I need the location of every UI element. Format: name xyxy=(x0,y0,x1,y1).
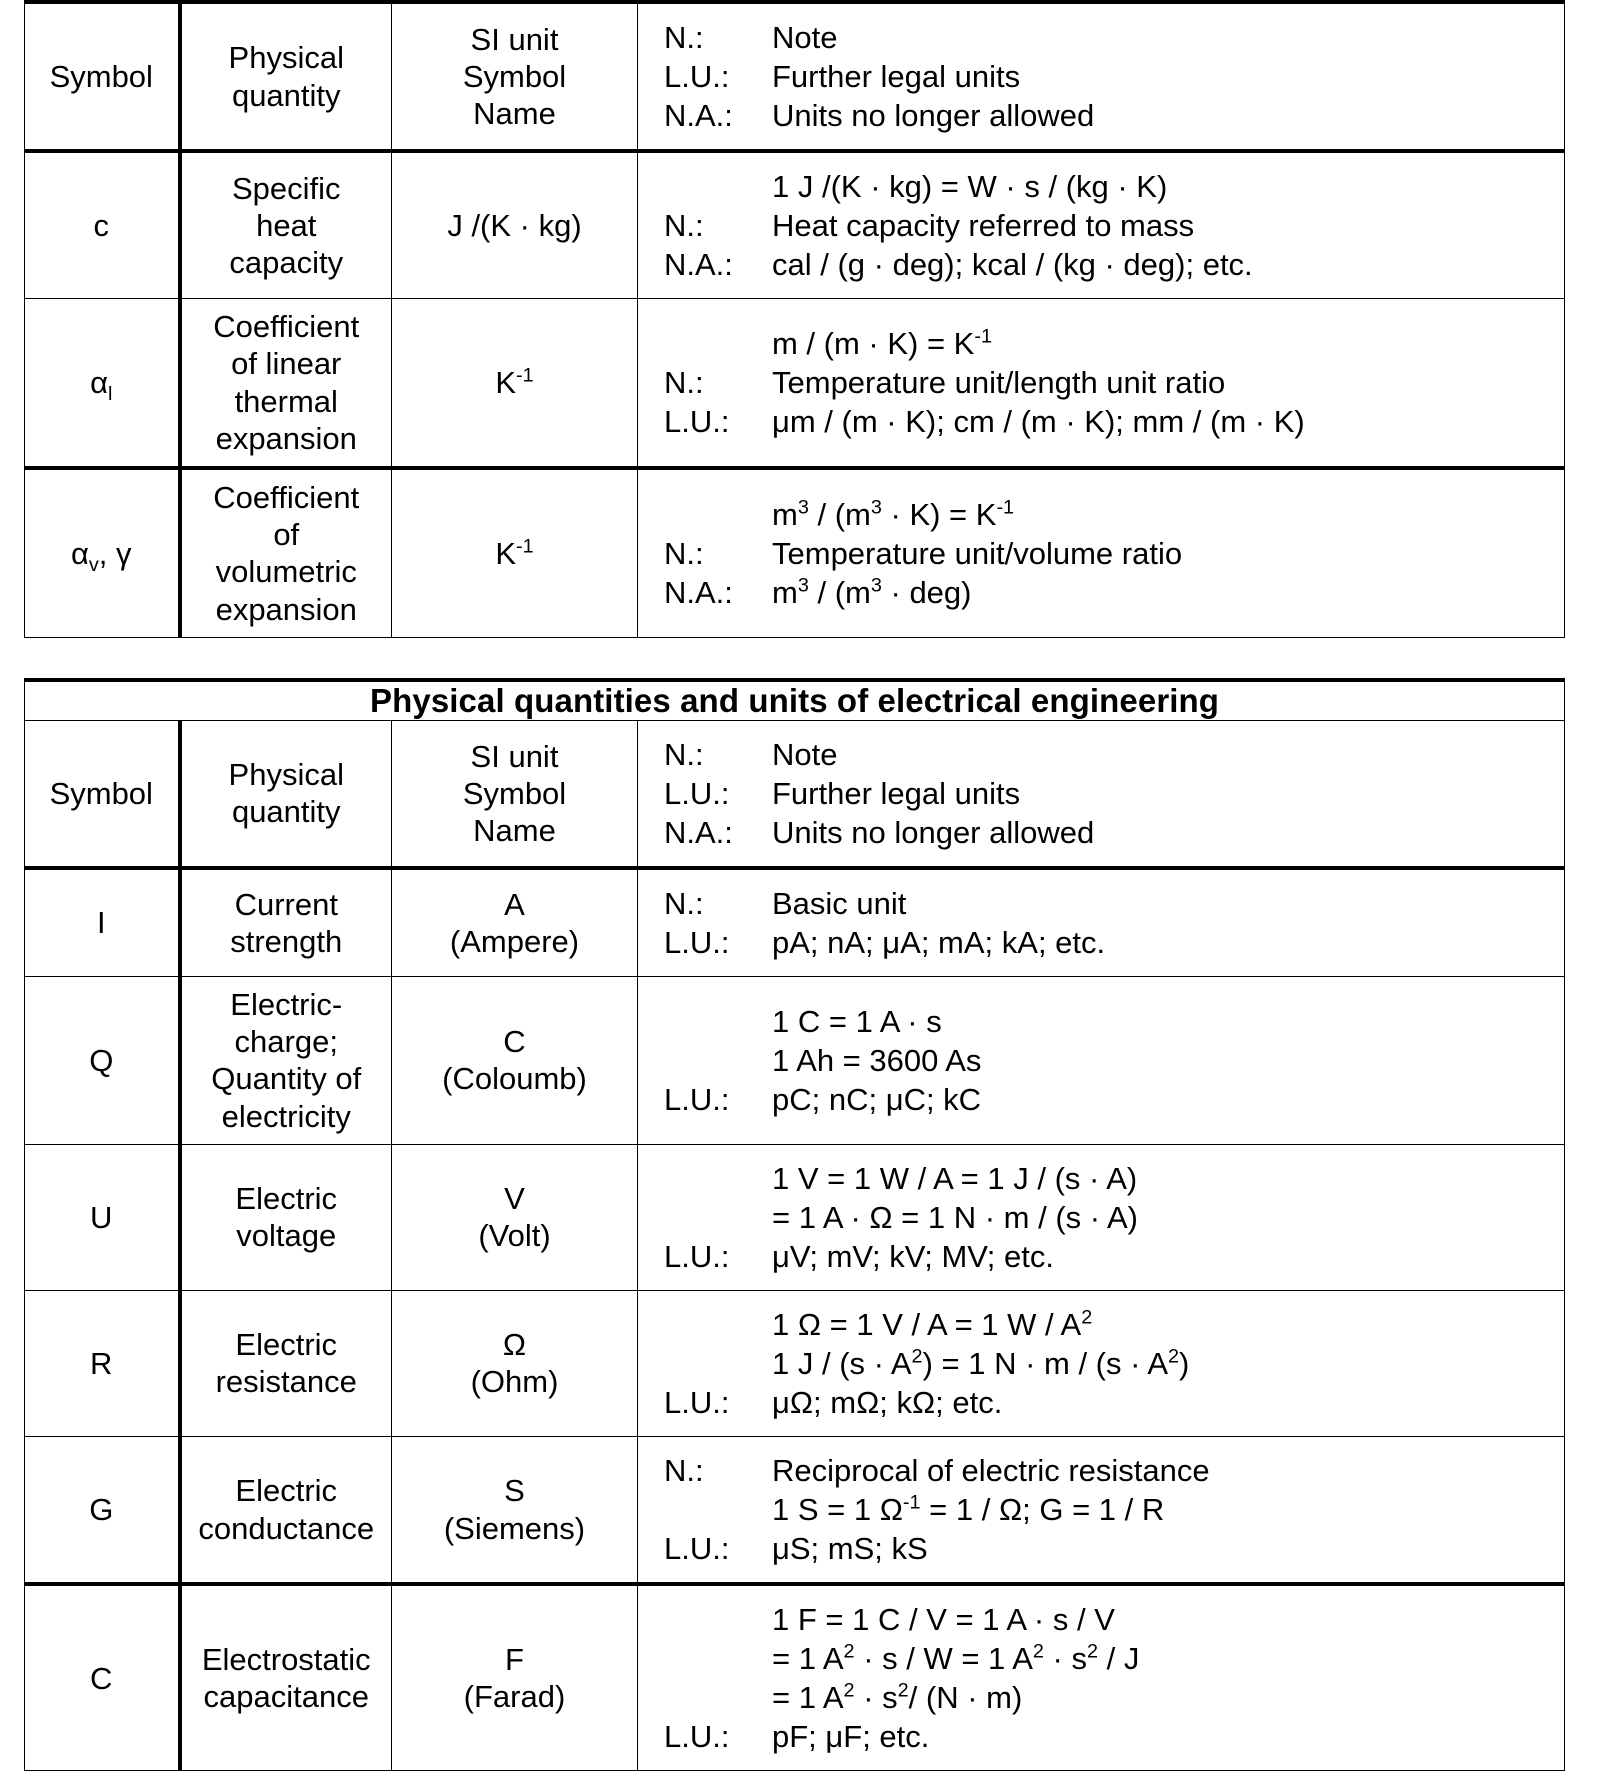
notes-block xyxy=(638,1145,1564,1290)
note-text: $m^3 / (m^3 \cdot K) = K^{-1}$ xyxy=(772,496,1015,532)
symbol-value: $\alpha_v$, γ xyxy=(70,535,132,576)
note-text: $m / (m \cdot K) = K^{-1}$ xyxy=(772,325,993,362)
legend-note-label-2: N.: xyxy=(664,736,704,772)
table-row xyxy=(25,1290,1565,1436)
note-label: N.: xyxy=(664,1453,704,1489)
electrical-quantities-table xyxy=(24,678,1565,1771)
quantity-value: Coefficient of linear thermal expansion xyxy=(213,309,360,456)
note-line xyxy=(664,1490,1554,1529)
note-line xyxy=(664,1639,1554,1678)
note-line xyxy=(664,1451,1554,1490)
note-text: 1 $J / (s \cdot A^2) = 1$ $N \cdot m / (s \cdot A^2)$ xyxy=(772,1345,1190,1381)
cell-si-unit xyxy=(392,1437,638,1585)
cell-si-unit xyxy=(392,1144,638,1290)
legend-note-text: Note xyxy=(772,20,838,55)
cell-si-unit xyxy=(392,977,638,1145)
notes-block xyxy=(638,1586,1564,1770)
legend-note-text-2: Note xyxy=(772,736,838,772)
legend-na-label-2: N.A.: xyxy=(664,814,733,850)
si-unit-value: C (Coloumb) xyxy=(442,1024,587,1097)
note-line xyxy=(664,1159,1554,1198)
si-unit-value: $K^{-1}$ xyxy=(495,535,534,571)
symbol-value: C xyxy=(90,1660,113,1696)
note-text: 1 J /(K · kg) = W · s / (kg · K) xyxy=(772,169,1168,205)
cell-si-unit xyxy=(392,868,638,977)
cell-si-unit xyxy=(392,299,638,468)
legend-na-text-2: Units no longer allowed xyxy=(772,814,1095,850)
table-row xyxy=(25,977,1565,1145)
note-text: = 1 $A^2 \cdot s / W = 1$ $A^2 \cdot s^2 / J$ xyxy=(772,1640,1140,1677)
note-text: 1 S = 1 $\Omega^{-1} = 1 / \Omega$; G = 1 / R xyxy=(772,1491,1165,1528)
header-cell-quantity-2 xyxy=(180,720,392,868)
quantity-value: Electrostatic capacitance xyxy=(201,1642,371,1715)
cell-quantity xyxy=(180,1437,392,1585)
header-siunit-label-2: SI unit Symbol Name xyxy=(462,738,567,848)
note-text: 1 V = 1 W / A = 1 J / (s · A) xyxy=(772,1160,1138,1196)
note-label: N.A.: xyxy=(664,574,733,610)
note-line xyxy=(664,923,1554,962)
cell-quantity xyxy=(180,299,392,468)
table-gap xyxy=(24,638,1584,678)
note-line xyxy=(664,1383,1554,1422)
si-unit-value: Ω (Ohm) xyxy=(470,1327,559,1400)
si-unit-value: A (Ampere) xyxy=(449,886,580,959)
cell-quantity xyxy=(180,1144,392,1290)
note-label: L.U.: xyxy=(664,404,730,440)
note-line xyxy=(664,573,1554,612)
header-quantity-label-2: Physical quantity xyxy=(228,757,344,830)
cell-quantity xyxy=(180,1290,392,1436)
quantity-value: Electric- charge; Quantity of electricity xyxy=(211,987,362,1134)
table-row xyxy=(25,1437,1565,1585)
quantity-value: Specific heat capacity xyxy=(229,170,344,281)
note-line xyxy=(664,495,1554,534)
thermal-table-body xyxy=(25,2,1565,637)
cell-symbol xyxy=(25,1290,180,1436)
quantity-value: Electric voltage xyxy=(235,1181,338,1254)
note-text: 1 F = 1 C / V = 1 A · s / V xyxy=(772,1602,1115,1638)
si-unit-value: V (Volt) xyxy=(478,1181,551,1254)
notes-block xyxy=(638,481,1564,626)
cell-symbol xyxy=(25,468,180,637)
cell-notes xyxy=(638,299,1565,468)
electrical-header-row xyxy=(25,720,1565,868)
note-line xyxy=(664,1237,1554,1276)
note-text: Heat capacity referred to mass xyxy=(772,208,1195,244)
note-text: 1 C = 1 A · s xyxy=(772,1003,942,1039)
note-text: Temperature unit/volume ratio xyxy=(772,535,1183,571)
cell-quantity xyxy=(180,1584,392,1771)
note-text: μV; mV; kV; MV; etc. xyxy=(772,1238,1054,1274)
header-cell-legend-2 xyxy=(638,720,1565,868)
note-text: μm / (m · K); cm / (m · K); mm / (m · K) xyxy=(772,404,1305,440)
legend-note-label: N.: xyxy=(664,20,704,55)
cell-notes xyxy=(638,1290,1565,1436)
table-row xyxy=(25,151,1565,299)
note-label: N.: xyxy=(664,535,704,571)
note-label: L.U.: xyxy=(664,1719,730,1755)
cell-notes xyxy=(638,1144,1565,1290)
note-line xyxy=(664,1600,1554,1639)
thermal-header-row xyxy=(25,2,1565,151)
symbol-value: $\alpha_l$ xyxy=(90,365,113,406)
note-line xyxy=(664,1198,1554,1237)
note-line xyxy=(664,1529,1554,1568)
note-text: Basic unit xyxy=(772,885,907,921)
si-unit-value: F (Farad) xyxy=(463,1642,566,1715)
note-line xyxy=(664,167,1554,206)
table-row xyxy=(25,1144,1565,1290)
note-line xyxy=(664,1041,1554,1080)
header-symbol-label-2: Symbol xyxy=(49,775,153,811)
note-label: N.A.: xyxy=(664,247,733,283)
notes-block xyxy=(638,1291,1564,1436)
header-cell-quantity xyxy=(180,2,392,151)
symbol-value: I xyxy=(96,905,106,941)
note-label: L.U.: xyxy=(664,1385,730,1420)
note-text: 1 Ah = 3600 As xyxy=(772,1042,982,1078)
notes-block xyxy=(638,988,1564,1133)
cell-symbol xyxy=(25,1144,180,1290)
note-text: $m^3 / (m^3 \cdot deg)$ xyxy=(772,574,972,610)
table-row xyxy=(25,1584,1565,1771)
note-label: N.: xyxy=(664,885,704,921)
note-line xyxy=(664,324,1554,363)
note-line xyxy=(664,1717,1554,1756)
quantity-value: Current strength xyxy=(230,886,343,959)
legend-block xyxy=(638,4,1564,149)
si-unit-value: $K^{-1}$ xyxy=(495,364,534,401)
notes-block xyxy=(638,310,1564,455)
note-line xyxy=(664,206,1554,245)
legend-na-2 xyxy=(664,813,1554,852)
header-symbol-label: Symbol xyxy=(49,58,153,94)
section-title: Physical quantities and units of electrical engineering xyxy=(25,680,1565,721)
note-label: N.: xyxy=(664,365,704,401)
header-cell-symbol-2 xyxy=(25,720,180,868)
quantity-value: Coefficient of volumetric expansion xyxy=(213,480,360,627)
legend-lu-text-2: Further legal units xyxy=(772,775,1021,811)
cell-symbol xyxy=(25,151,180,299)
note-line xyxy=(664,534,1554,573)
note-line xyxy=(664,402,1554,441)
cell-symbol xyxy=(25,977,180,1145)
notes-block xyxy=(638,153,1564,298)
cell-quantity xyxy=(180,977,392,1145)
note-line xyxy=(664,1305,1554,1344)
note-text: pC; nC; μC; kC xyxy=(772,1081,982,1117)
cell-notes xyxy=(638,1584,1565,1771)
header-cell-legend xyxy=(638,2,1565,151)
symbol-value: Q xyxy=(89,1042,114,1078)
note-line xyxy=(664,1344,1554,1383)
legend-lu-label-2: L.U.: xyxy=(664,775,730,811)
table-row xyxy=(25,299,1565,468)
note-text: Reciprocal of electric resistance xyxy=(772,1453,1210,1489)
table-row xyxy=(25,468,1565,637)
cell-quantity xyxy=(180,468,392,637)
note-text: cal / (g · deg); kcal / (kg · deg); etc. xyxy=(772,247,1253,283)
electrical-table-body xyxy=(25,680,1565,1771)
header-quantity-label: Physical quantity xyxy=(228,40,344,113)
note-label: L.U.: xyxy=(664,1531,730,1567)
cell-quantity xyxy=(180,151,392,299)
legend-lu-text: Further legal units xyxy=(772,59,1021,95)
note-text: Temperature unit/length unit ratio xyxy=(772,365,1226,401)
symbol-value: c xyxy=(93,208,109,244)
symbol-value: R xyxy=(90,1345,113,1381)
note-text: μΩ; mΩ; kΩ; etc. xyxy=(772,1385,1003,1420)
legend-na xyxy=(664,96,1554,135)
note-line xyxy=(664,245,1554,284)
legend-block-2 xyxy=(638,721,1564,866)
note-line xyxy=(664,1002,1554,1041)
legend-lu xyxy=(664,57,1554,96)
cell-si-unit xyxy=(392,1290,638,1436)
notes-block xyxy=(638,1437,1564,1582)
quantity-value: Electric conductance xyxy=(198,1473,375,1546)
note-text: pA; nA; μA; mA; kA; etc. xyxy=(772,924,1106,960)
cell-notes xyxy=(638,868,1565,977)
note-text: pF; μF; etc. xyxy=(772,1719,930,1755)
note-line xyxy=(664,363,1554,402)
cell-quantity xyxy=(180,868,392,977)
cell-si-unit xyxy=(392,468,638,637)
cell-symbol xyxy=(25,1437,180,1585)
header-cell-siunit-2 xyxy=(392,720,638,868)
note-label: L.U.: xyxy=(664,1238,730,1274)
note-text: 1 Ω = 1 V / A = 1 W / $A^2$ xyxy=(772,1306,1093,1342)
legend-note xyxy=(664,18,1554,57)
electrical-title-row xyxy=(25,680,1565,721)
cell-notes xyxy=(638,151,1565,299)
cell-notes xyxy=(638,977,1565,1145)
note-line xyxy=(664,1080,1554,1119)
table-row xyxy=(25,868,1565,977)
note-label: L.U.: xyxy=(664,1081,730,1117)
thermal-quantities-table xyxy=(24,0,1565,638)
legend-na-label: N.A.: xyxy=(664,98,733,134)
cell-symbol xyxy=(25,1584,180,1771)
note-label: N.: xyxy=(664,208,704,244)
legend-lu-label: L.U.: xyxy=(664,59,730,95)
legend-na-text: Units no longer allowed xyxy=(772,98,1095,134)
cell-si-unit xyxy=(392,1584,638,1771)
note-label: L.U.: xyxy=(664,924,730,960)
cell-symbol xyxy=(25,868,180,977)
header-siunit-label: SI unit Symbol Name xyxy=(462,21,567,132)
cell-si-unit xyxy=(392,151,638,299)
cell-symbol xyxy=(25,299,180,468)
note-text: μS; mS; kS xyxy=(772,1531,928,1567)
header-cell-symbol xyxy=(25,2,180,151)
note-text: = 1 A · Ω = 1 N · m / (s · A) xyxy=(772,1199,1138,1235)
si-unit-value: S (Siemens) xyxy=(443,1473,586,1546)
cell-notes xyxy=(638,468,1565,637)
header-cell-siunit xyxy=(392,2,638,151)
quantity-value: Electric resistance xyxy=(215,1327,357,1400)
symbol-value: G xyxy=(89,1492,114,1528)
notes-block xyxy=(638,870,1564,976)
legend-note-2 xyxy=(664,735,1554,774)
legend-lu-2 xyxy=(664,774,1554,813)
note-text: = 1 $A^2 \cdot s^2/$ (N · m) xyxy=(772,1679,1023,1716)
symbol-value: U xyxy=(90,1199,113,1235)
note-line xyxy=(664,884,1554,923)
cell-notes xyxy=(638,1437,1565,1585)
note-line xyxy=(664,1678,1554,1717)
si-unit-value: J /(K · kg) xyxy=(447,208,582,244)
